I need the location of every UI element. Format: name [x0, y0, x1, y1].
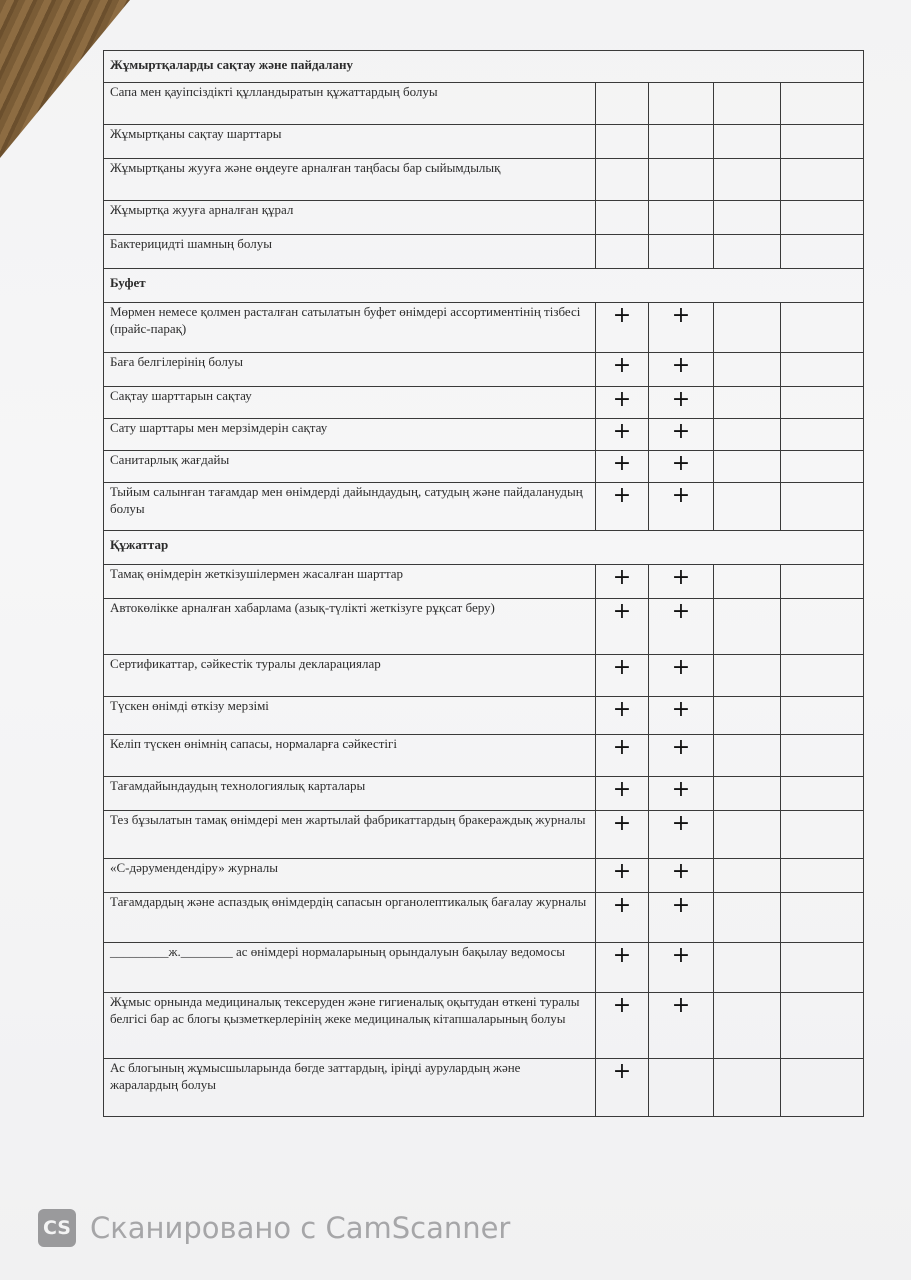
checklist-row [104, 483, 864, 531]
section-header-row [104, 531, 864, 565]
section-header-row [104, 269, 864, 303]
check-mark-cell: + [596, 451, 649, 483]
check-mark-cell: + [596, 353, 649, 387]
checklist-body [104, 51, 864, 1117]
criterion-label: Санитарлық жағдайы [104, 451, 596, 483]
check-mark-cell [714, 83, 781, 125]
check-mark-cell [781, 159, 864, 201]
criterion-label: Автокөлікке арналған хабарлама (азық-түлікті жеткізуге рұқсат беру) [104, 599, 596, 655]
checklist-row [104, 943, 864, 993]
criterion-label: Тағамдардың және аспаздық өнімдердің сапасын органолептикалық бағалау журналы [104, 893, 596, 943]
checklist-row [104, 655, 864, 697]
check-mark-cell: + [596, 859, 649, 893]
check-mark-cell: + [596, 1059, 649, 1117]
criterion-label: Сапа мен қауіпсіздікті құлландыратын құжаттардың болуы [104, 83, 596, 125]
check-mark-cell [714, 353, 781, 387]
criterion-label: Бактерицидті шамның болуы [104, 235, 596, 269]
criterion-label: Ас блогының жұмысшыларында бөгде заттардың, іріңді аурулардың және жаралардың болуы [104, 1059, 596, 1117]
check-mark-cell [596, 201, 649, 235]
check-mark-cell: + [596, 735, 649, 777]
checklist-row [104, 125, 864, 159]
check-mark-cell [781, 735, 864, 777]
checklist-row [104, 565, 864, 599]
check-mark-cell [714, 125, 781, 159]
check-mark-cell: + [649, 893, 714, 943]
criterion-label: Баға белгілерінің болуы [104, 353, 596, 387]
check-mark-cell [596, 235, 649, 269]
check-mark-cell [781, 483, 864, 531]
check-mark-cell: + [596, 893, 649, 943]
check-mark-cell: + [596, 419, 649, 451]
criterion-label: Келіп түскен өнімнің сапасы, нормаларға сәйкестігі [104, 735, 596, 777]
check-mark-cell: + [649, 353, 714, 387]
checklist-row [104, 451, 864, 483]
camscanner-logo-icon: CS [38, 1209, 76, 1247]
check-mark-cell [596, 159, 649, 201]
criterion-label: _________ж.________ ас өнімдері нормаларының орындалуын бақылау ведомосы [104, 943, 596, 993]
criterion-label: Түскен өнімді өткізу мерзімі [104, 697, 596, 735]
check-mark-cell [714, 993, 781, 1059]
check-mark-cell: + [649, 387, 714, 419]
check-mark-cell [781, 993, 864, 1059]
check-mark-cell [714, 483, 781, 531]
check-mark-cell: + [649, 655, 714, 697]
check-mark-cell: + [596, 565, 649, 599]
check-mark-cell [781, 893, 864, 943]
check-mark-cell [714, 201, 781, 235]
check-mark-cell: + [596, 303, 649, 353]
criterion-label: Тез бұзылатын тамақ өнімдері мен жартылай фабрикаттардың бракераждық журналы [104, 811, 596, 859]
checklist-row [104, 893, 864, 943]
check-mark-cell [781, 353, 864, 387]
check-mark-cell [714, 943, 781, 993]
check-mark-cell [649, 1059, 714, 1117]
check-mark-cell [781, 125, 864, 159]
check-mark-cell [649, 201, 714, 235]
checklist-row [104, 697, 864, 735]
check-mark-cell: + [596, 993, 649, 1059]
checklist-row [104, 353, 864, 387]
criterion-label: Тағамдайындаудың технологиялық карталары [104, 777, 596, 811]
check-mark-cell [649, 125, 714, 159]
section-header-row [104, 51, 864, 83]
check-mark-cell [649, 83, 714, 125]
check-mark-cell: + [649, 565, 714, 599]
check-mark-cell [649, 235, 714, 269]
checklist-row [104, 811, 864, 859]
check-mark-cell [781, 201, 864, 235]
check-mark-cell [781, 387, 864, 419]
check-mark-cell [781, 1059, 864, 1117]
check-mark-cell: + [596, 655, 649, 697]
checklist-row [104, 599, 864, 655]
criterion-label: «С-дәрумендендіру» журналы [104, 859, 596, 893]
check-mark-cell [781, 235, 864, 269]
check-mark-cell [781, 303, 864, 353]
section-title: Жұмыртқаларды сақтау және пайдалану [104, 51, 864, 83]
criterion-label: Жұмыртқа жууға арналған құрал [104, 201, 596, 235]
check-mark-cell [714, 303, 781, 353]
check-mark-cell: + [649, 735, 714, 777]
checklist-row [104, 777, 864, 811]
check-mark-cell [781, 777, 864, 811]
checklist-row [104, 83, 864, 125]
check-mark-cell [714, 811, 781, 859]
check-mark-cell: + [649, 811, 714, 859]
check-mark-cell [781, 565, 864, 599]
check-mark-cell: + [649, 697, 714, 735]
criterion-label: Сертификаттар, сәйкестік туралы декларациялар [104, 655, 596, 697]
check-mark-cell [781, 943, 864, 993]
section-title: Буфет [104, 269, 864, 303]
check-mark-cell [714, 655, 781, 697]
check-mark-cell [596, 83, 649, 125]
checklist-row [104, 159, 864, 201]
check-mark-cell [714, 565, 781, 599]
check-mark-cell [781, 859, 864, 893]
criterion-label: Тамақ өнімдерін жеткізушілермен жасалған шарттар [104, 565, 596, 599]
checklist-row [104, 201, 864, 235]
checklist-row [104, 235, 864, 269]
check-mark-cell [781, 419, 864, 451]
check-mark-cell: + [596, 697, 649, 735]
check-mark-cell [781, 83, 864, 125]
checklist-row [104, 993, 864, 1059]
check-mark-cell: + [649, 599, 714, 655]
checklist-row [104, 735, 864, 777]
checklist-row [104, 859, 864, 893]
check-mark-cell: + [649, 993, 714, 1059]
check-mark-cell: + [596, 943, 649, 993]
check-mark-cell: + [649, 943, 714, 993]
checklist-row [104, 419, 864, 451]
check-mark-cell [714, 859, 781, 893]
check-mark-cell: + [596, 599, 649, 655]
check-mark-cell [781, 451, 864, 483]
check-mark-cell [649, 159, 714, 201]
check-mark-cell: + [649, 859, 714, 893]
camscanner-watermark [38, 1206, 510, 1250]
criterion-label: Жұмыс орнында медициналық тексеруден және гигиеналық оқытудан өткені туралы белгісі бар ас блогы қызметкерлерінің жеке медициналық кітапшаларының болуы [104, 993, 596, 1059]
check-mark-cell: + [596, 387, 649, 419]
check-mark-cell [781, 599, 864, 655]
check-mark-cell: + [596, 483, 649, 531]
check-mark-cell: + [649, 777, 714, 811]
check-mark-cell [714, 1059, 781, 1117]
check-mark-cell [714, 893, 781, 943]
section-title: Құжаттар [104, 531, 864, 565]
check-mark-cell [714, 387, 781, 419]
criterion-label: Сақтау шарттарын сақтау [104, 387, 596, 419]
checklist-row [104, 303, 864, 353]
check-mark-cell: + [649, 451, 714, 483]
criterion-label: Сату шарттары мен мерзімдерін сақтау [104, 419, 596, 451]
check-mark-cell [714, 599, 781, 655]
check-mark-cell: + [649, 419, 714, 451]
check-mark-cell: + [649, 483, 714, 531]
check-mark-cell [714, 159, 781, 201]
inspection-checklist-table [103, 50, 864, 1117]
check-mark-cell: + [649, 303, 714, 353]
check-mark-cell [714, 451, 781, 483]
check-mark-cell [714, 235, 781, 269]
check-mark-cell: + [596, 777, 649, 811]
check-mark-cell [714, 735, 781, 777]
check-mark-cell: + [596, 811, 649, 859]
check-mark-cell [781, 697, 864, 735]
check-mark-cell [781, 655, 864, 697]
check-mark-cell [714, 777, 781, 811]
criterion-label: Жұмыртқаны жууға және өңдеуге арналған таңбасы бар сыйымдылық [104, 159, 596, 201]
criterion-label: Тыйым салынған тағамдар мен өнімдерді дайындаудың, сатудың және пайдаланудың болуы [104, 483, 596, 531]
check-mark-cell [596, 125, 649, 159]
camscanner-watermark-text: Сканировано с CamScanner [90, 1211, 511, 1245]
check-mark-cell [714, 419, 781, 451]
checklist-row [104, 387, 864, 419]
criterion-label: Жұмыртқаны сақтау шарттары [104, 125, 596, 159]
check-mark-cell [714, 697, 781, 735]
check-mark-cell [781, 811, 864, 859]
criterion-label: Мөрмен немесе қолмен расталған сатылатын буфет өнімдері ассортиментінің тізбесі (прайс-парақ) [104, 303, 596, 353]
checklist-row [104, 1059, 864, 1117]
